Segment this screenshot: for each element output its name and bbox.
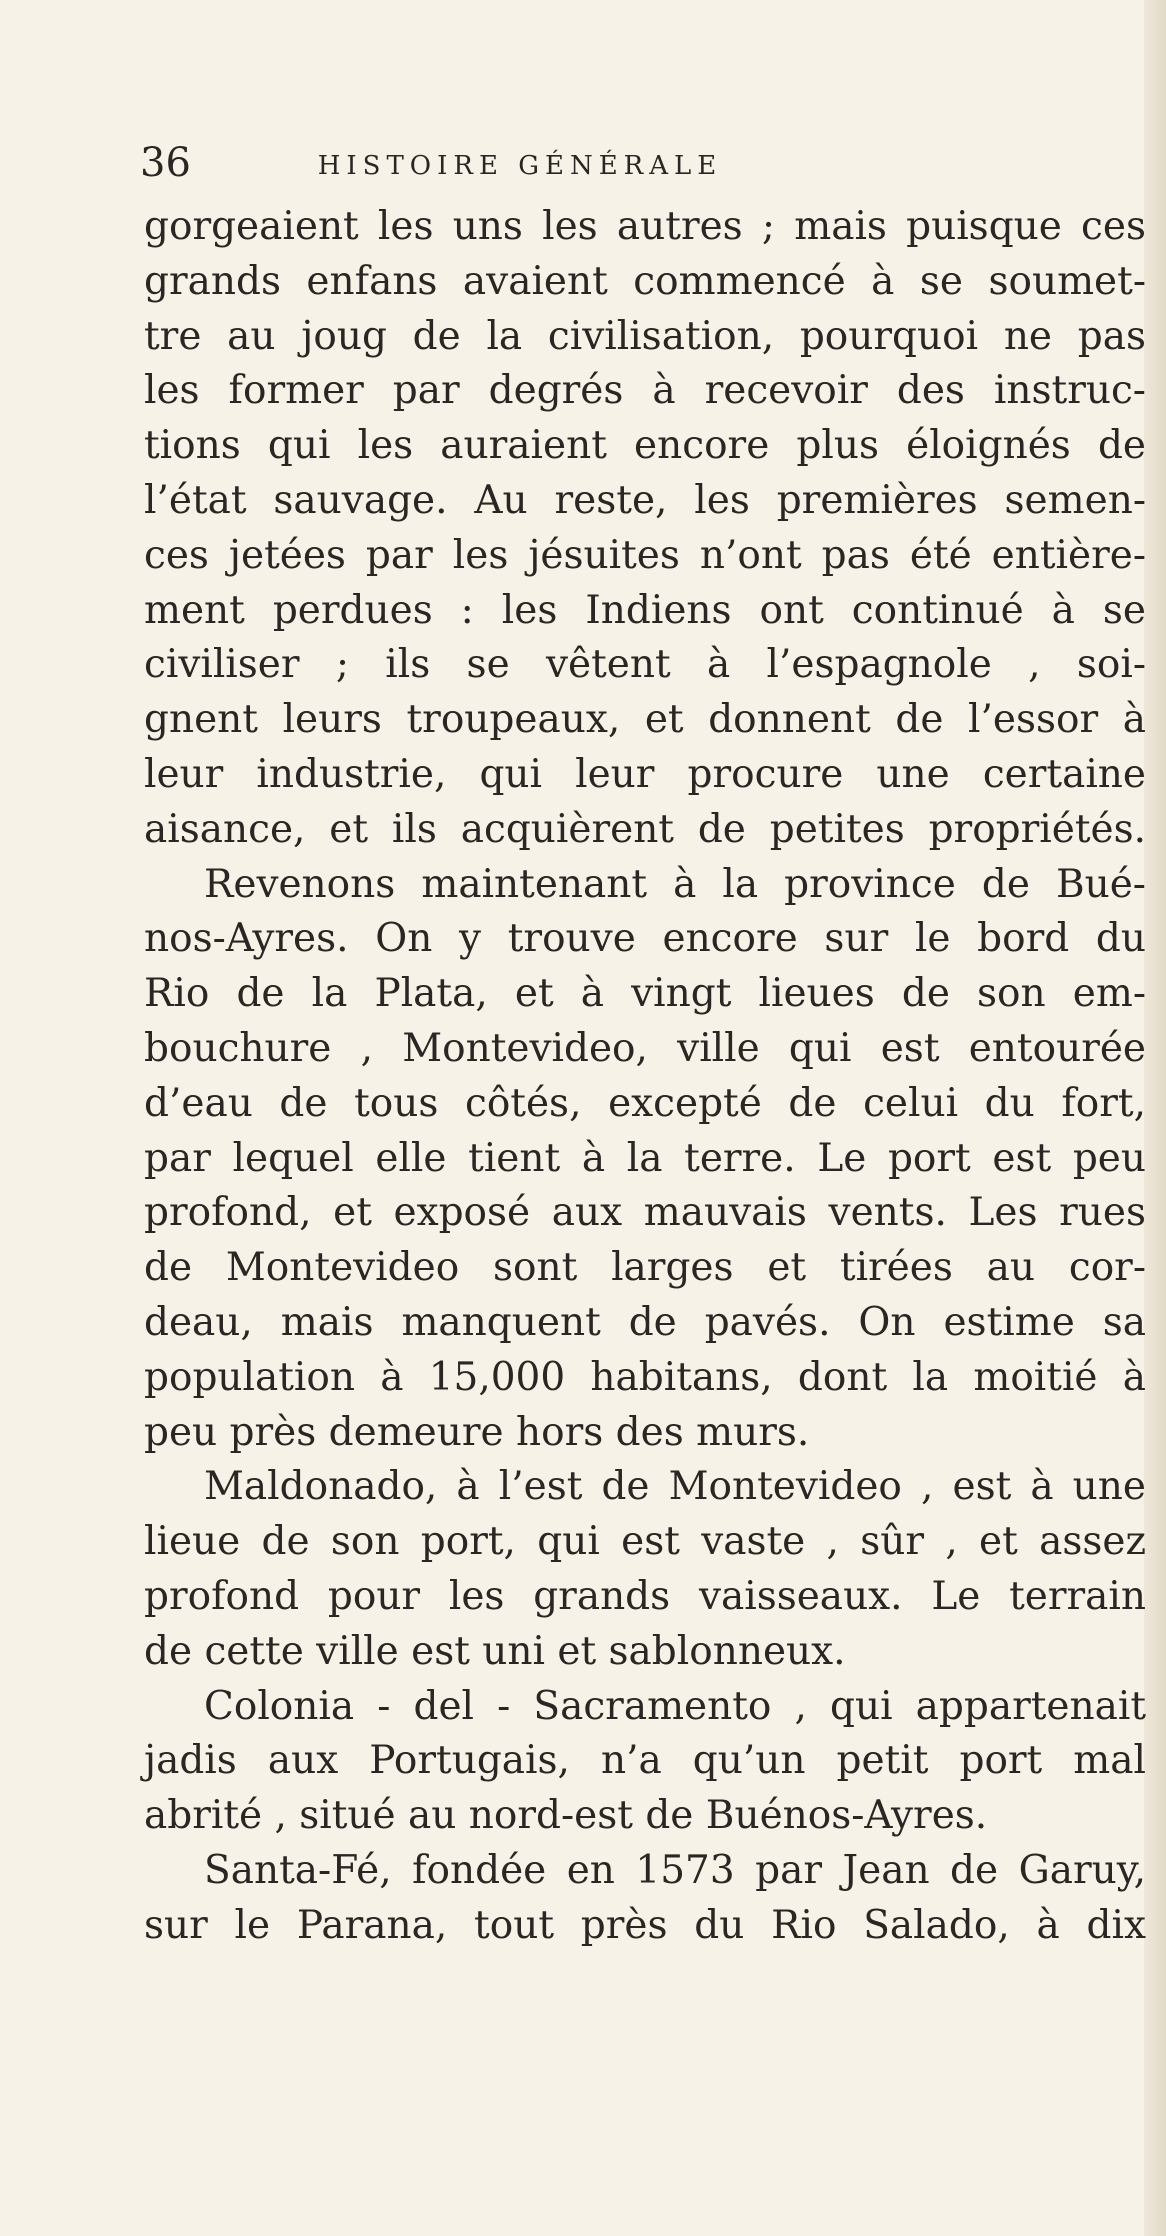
text-line: civiliser ; ils se vêtent à l’espagnole , soi- — [144, 642, 1146, 688]
paragraph-first-line: Santa-Fé, fondée en 1573 par Jean de Garuy, — [204, 1847, 1146, 1893]
text-line: leur industrie, qui leur procure une certaine — [144, 751, 1146, 797]
page-header — [140, 140, 900, 193]
page-gutter — [1144, 0, 1166, 2236]
text-line: l’état sauvage. Au reste, les premières semen- — [144, 477, 1146, 523]
paragraph-last-line: peu près demeure hors des murs. — [144, 1409, 810, 1455]
text-line: bouchure , Montevideo, ville qui est entourée — [144, 1025, 1146, 1071]
text-line: les former par degrés à recevoir des instruc- — [144, 368, 1146, 414]
paragraph-first-line: Revenons maintenant à la province de Bué- — [204, 861, 1146, 907]
text-line: jadis aux Portugais, n’a qu’un petit port mal — [144, 1738, 1146, 1784]
text-line: profond, et exposé aux mauvais vents. Les rues — [144, 1190, 1146, 1236]
text-line: de Montevideo sont larges et tirées au cor- — [144, 1245, 1146, 1291]
running-title: HISTOIRE GÉNÉRALE — [317, 151, 723, 181]
text-line: lieue de son port, qui est vaste , sûr , et assez — [144, 1519, 1146, 1565]
text-line: gorgeaient les uns les autres ; mais puisque ces — [144, 204, 1146, 249]
paragraph-first-line: Maldonado, à l’est de Montevideo , est à une — [204, 1464, 1146, 1510]
text-line: par lequel elle tient à la terre. Le port est peu — [144, 1135, 1146, 1181]
text-line: Rio de la Plata, et à vingt lieues de son em- — [144, 971, 1146, 1017]
text-line: d’eau de tous côtés, excepté de celui du fort, — [144, 1080, 1146, 1126]
text-line: nos-Ayres. On y trouve encore sur le bord du — [144, 916, 1146, 962]
text-line: profond pour les grands vaisseaux. Le terrain — [144, 1573, 1146, 1619]
text-line: ces jetées par les jésuites n’ont pas été entière- — [144, 532, 1146, 578]
body-text — [144, 200, 1146, 1954]
paragraph-last-line: de cette ville est uni et sablonneux. — [144, 1628, 846, 1674]
paragraph-first-line: Colonia - del - Sacramento , qui appartenait — [204, 1683, 1146, 1729]
paragraph-last-line: abrité , situé au nord-est de Buénos-Ayres. — [144, 1793, 988, 1839]
text-line: tions qui les auraient encore plus éloignés de — [144, 423, 1146, 469]
text-line: sur le Parana, tout près du Rio Salado, à dix — [144, 1902, 1146, 1948]
text-line: ment perdues : les Indiens ont continué à se — [144, 587, 1146, 633]
text-line: grands enfans avaient commencé à se soumet- — [144, 258, 1146, 304]
page-number: 36 — [140, 140, 191, 186]
text-line: population à 15,000 habitans, dont la moitié à — [144, 1354, 1146, 1400]
text-line: aisance, et ils acquièrent de petites propriétés. — [144, 806, 1146, 852]
text-line: gnent leurs troupeaux, et donnent de l’essor à — [144, 697, 1146, 743]
text-line: deau, mais manquent de pavés. On estime sa — [144, 1299, 1146, 1345]
text-line: tre au joug de la civilisation, pourquoi ne pas — [144, 313, 1146, 359]
